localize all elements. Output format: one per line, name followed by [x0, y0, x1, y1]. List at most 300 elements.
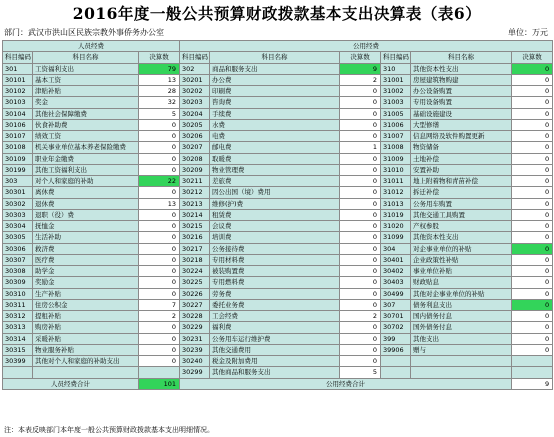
amount-cell: 0 — [139, 131, 180, 142]
amount-cell: 0 — [512, 333, 553, 344]
subject-name-cell: 绩效工资 — [33, 131, 139, 142]
amount-cell: 0 — [139, 119, 180, 130]
subject-name-cell: 其他交通费用 — [210, 344, 340, 355]
col-header-code: 科目编码 — [381, 52, 411, 63]
table-row — [3, 232, 553, 243]
subject-name-cell: 取暖费 — [210, 153, 340, 164]
subject-code-cell: 30228 — [180, 311, 210, 322]
amount-cell: 0 — [512, 74, 553, 85]
amount-cell: 0 — [340, 108, 381, 119]
amount-cell: 0 — [139, 254, 180, 265]
subject-code-cell: 310 — [381, 63, 411, 74]
amount-cell: 13 — [139, 198, 180, 209]
subject-name-cell: 物资储备 — [411, 142, 512, 153]
table-row — [3, 221, 553, 232]
subject-code-cell: 30399 — [3, 356, 33, 367]
amount-cell: 0 — [139, 266, 180, 277]
subject-name-cell: 公务用车运行维护费 — [210, 333, 340, 344]
subject-name-cell: 物业服务补贴 — [33, 344, 139, 355]
budget-table — [2, 40, 553, 390]
amount-cell: 0 — [340, 232, 381, 243]
subject-name-cell: 公务接待费 — [210, 243, 340, 254]
subject-code-cell: 30109 — [3, 153, 33, 164]
amount-cell: 5 — [340, 367, 381, 378]
amount-cell: 0 — [340, 153, 381, 164]
amount-cell: 0 — [512, 176, 553, 187]
table-row — [3, 333, 553, 344]
subject-code-cell: 30302 — [3, 198, 33, 209]
subject-code-cell: 30229 — [180, 322, 210, 333]
table-note: 注：本表反映部门本年度一般公共预算财政拨款基本支出明细情况。 — [4, 426, 214, 434]
subject-name-cell: 离休费 — [33, 187, 139, 198]
subject-code-cell: 30315 — [3, 344, 33, 355]
amount-cell: 32 — [139, 97, 180, 108]
table-row — [3, 209, 553, 220]
amount-cell: 0 — [139, 187, 180, 198]
subject-name-cell: 税金及附加费用 — [210, 356, 340, 367]
subject-name-cell: 邮电费 — [210, 142, 340, 153]
amount-cell: 0 — [512, 221, 553, 232]
subject-name-cell: 债务利息支出 — [411, 299, 512, 310]
amount-cell: 0 — [139, 277, 180, 288]
subject-code-cell: 39906 — [381, 344, 411, 355]
amount-cell: 0 — [340, 221, 381, 232]
subject-name-cell: 维修(护)费 — [210, 198, 340, 209]
col-header-name: 科目名称 — [33, 52, 139, 63]
amount-cell: 0 — [139, 333, 180, 344]
subject-name-cell: 对个人和家庭的补助 — [33, 176, 139, 187]
subject-name-cell: 其他工资福利支出 — [33, 164, 139, 175]
amount-cell: 0 — [340, 119, 381, 130]
subject-code-cell: 30218 — [180, 254, 210, 265]
amount-cell: 0 — [340, 86, 381, 97]
subject-code-cell: 30224 — [180, 266, 210, 277]
subject-code-cell: 30102 — [3, 86, 33, 97]
amount-cell: 0 — [340, 176, 381, 187]
subject-code-cell: 30215 — [180, 221, 210, 232]
subject-name-cell: 其他支出 — [411, 333, 512, 344]
table-row — [3, 74, 553, 85]
amount-cell: 0 — [512, 187, 553, 198]
amount-cell: 0 — [340, 131, 381, 142]
subject-code-cell: 30216 — [180, 232, 210, 243]
subject-code-cell: 30227 — [180, 299, 210, 310]
subject-code-cell: 30106 — [3, 119, 33, 130]
subject-name-cell: 地上附着物和青苗补偿 — [411, 176, 512, 187]
table-row — [3, 176, 553, 187]
amount-cell: 0 — [340, 243, 381, 254]
subject-name-cell: 奖金 — [33, 97, 139, 108]
amount-cell: 7 — [139, 299, 180, 310]
amount-cell: 0 — [512, 344, 553, 355]
subject-name-cell: 奖励金 — [33, 277, 139, 288]
amount-cell: 13 — [139, 74, 180, 85]
subject-code-cell: 304 — [381, 243, 411, 254]
subject-name-cell — [411, 367, 512, 378]
amount-cell: 0 — [139, 288, 180, 299]
table-row — [3, 243, 553, 254]
subject-code-cell: 30212 — [180, 187, 210, 198]
public-total-label: 公用经费合计 — [180, 378, 512, 389]
subject-code-cell: 30225 — [180, 277, 210, 288]
subject-code-cell: 30701 — [381, 311, 411, 322]
amount-cell: 9 — [340, 63, 381, 74]
subject-code-cell: 30314 — [3, 333, 33, 344]
subject-name-cell: 职业年金缴费 — [33, 153, 139, 164]
subject-code-cell: 31020 — [381, 221, 411, 232]
amount-cell: 28 — [139, 86, 180, 97]
totals-row — [3, 378, 553, 389]
subject-code-cell: 30211 — [180, 176, 210, 187]
subject-code-cell: 30201 — [180, 74, 210, 85]
table-row — [3, 108, 553, 119]
amount-cell: 0 — [512, 299, 553, 310]
subject-name-cell: 因公出国（境）费用 — [210, 187, 340, 198]
unit-label: 单位：万元 — [508, 28, 548, 37]
subject-name-cell: 采暖补贴 — [33, 333, 139, 344]
table-row — [3, 97, 553, 108]
amount-cell: 0 — [340, 266, 381, 277]
subject-code-cell: 30303 — [3, 209, 33, 220]
subject-name-cell: 安置补助 — [411, 164, 512, 175]
subject-name-cell: 大型修缮 — [411, 119, 512, 130]
subject-name-cell: 救济费 — [33, 243, 139, 254]
public-total-value: 9 — [512, 378, 553, 389]
subject-code-cell: 30305 — [3, 232, 33, 243]
subject-name-cell: 抚恤金 — [33, 221, 139, 232]
amount-cell: 0 — [512, 243, 553, 254]
subject-code-cell: 31013 — [381, 198, 411, 209]
amount-cell: 0 — [512, 119, 553, 130]
subject-code-cell: 30310 — [3, 288, 33, 299]
subject-code-cell: 30204 — [180, 108, 210, 119]
subject-name-cell: 公务用车购置 — [411, 198, 512, 209]
personnel-total-value: 101 — [139, 378, 180, 389]
amount-cell: 2 — [340, 74, 381, 85]
subject-name-cell: 工会经费 — [210, 311, 340, 322]
subject-code-cell: 31003 — [381, 97, 411, 108]
subject-name-cell: 其他交通工具购置 — [411, 209, 512, 220]
subject-name-cell: 其他资本性支出 — [411, 63, 512, 74]
subject-name-cell: 助学金 — [33, 266, 139, 277]
subject-name-cell: 购房补贴 — [33, 322, 139, 333]
table-row — [3, 164, 553, 175]
subject-code-cell: 31007 — [381, 131, 411, 142]
subject-code-cell: 30199 — [3, 164, 33, 175]
subject-code-cell: 31008 — [381, 142, 411, 153]
subject-code-cell: 30299 — [180, 367, 210, 378]
subject-code-cell: 303 — [3, 176, 33, 187]
subject-name-cell: 退职（役）费 — [33, 209, 139, 220]
amount-cell: 0 — [139, 344, 180, 355]
amount-cell — [139, 367, 180, 378]
col-header-code: 科目编码 — [3, 52, 33, 63]
table-row — [3, 86, 553, 97]
amount-cell: 0 — [512, 254, 553, 265]
amount-cell: 0 — [139, 142, 180, 153]
subject-code-cell: 302 — [180, 63, 210, 74]
table-row — [3, 187, 553, 198]
subject-name-cell: 工资福利支出 — [33, 63, 139, 74]
subject-code-cell: 30499 — [381, 288, 411, 299]
table-row — [3, 344, 553, 355]
subject-code-cell: 30104 — [3, 108, 33, 119]
subject-name-cell: 差旅费 — [210, 176, 340, 187]
amount-cell: 0 — [512, 63, 553, 74]
subject-code-cell: 30205 — [180, 119, 210, 130]
subject-name-cell: 咨询费 — [210, 97, 340, 108]
amount-cell: 0 — [512, 142, 553, 153]
subject-code-cell: 30239 — [180, 344, 210, 355]
subject-code-cell — [3, 367, 33, 378]
amount-cell: 0 — [139, 356, 180, 367]
subject-name-cell: 事业单位补贴 — [411, 266, 512, 277]
amount-cell: 0 — [340, 187, 381, 198]
subject-code-cell: 30313 — [3, 322, 33, 333]
amount-cell: 0 — [340, 254, 381, 265]
subject-code-cell: 30108 — [3, 142, 33, 153]
table-row — [3, 356, 553, 367]
subject-code-cell: 30217 — [180, 243, 210, 254]
subject-code-cell: 30103 — [3, 97, 33, 108]
subject-name-cell: 专用材料费 — [210, 254, 340, 265]
subject-code-cell: 31011 — [381, 176, 411, 187]
amount-cell: 0 — [340, 299, 381, 310]
subject-code-cell: 30311 — [3, 299, 33, 310]
subject-code-cell: 30403 — [381, 277, 411, 288]
personnel-group-header: 人员经费 — [3, 41, 180, 52]
header-row-columns — [3, 52, 553, 63]
subject-name-cell: 水费 — [210, 119, 340, 130]
table-row — [3, 254, 553, 265]
subject-code-cell: 30107 — [3, 131, 33, 142]
amount-cell — [512, 367, 553, 378]
subject-name-cell: 其他社会保障缴费 — [33, 108, 139, 119]
table-row — [3, 266, 553, 277]
subject-name-cell: 机关事业单位基本养老保险缴费 — [33, 142, 139, 153]
subject-name-cell: 伙食补助费 — [33, 119, 139, 130]
subject-code-cell: 31099 — [381, 232, 411, 243]
subject-code-cell: 30209 — [180, 164, 210, 175]
table-row — [3, 288, 553, 299]
amount-cell: 0 — [139, 243, 180, 254]
subject-name-cell: 印刷费 — [210, 86, 340, 97]
subject-name-cell: 其他对个人和家庭的补助支出 — [33, 356, 139, 367]
amount-cell: 0 — [512, 311, 553, 322]
subject-code-cell: 31005 — [381, 108, 411, 119]
col-header-amount: 决算数 — [340, 52, 381, 63]
subject-name-cell: 国外债务付息 — [411, 322, 512, 333]
amount-cell: 0 — [512, 97, 553, 108]
amount-cell: 0 — [512, 164, 553, 175]
subject-code-cell: 30214 — [180, 209, 210, 220]
department-label: 部门：武汉市洪山区民族宗教外事侨务办公室 — [4, 28, 164, 37]
subject-name-cell: 拆迁补偿 — [411, 187, 512, 198]
amount-cell: 0 — [340, 164, 381, 175]
amount-cell: 0 — [512, 108, 553, 119]
subject-code-cell: 399 — [381, 333, 411, 344]
amount-cell: 1 — [340, 142, 381, 153]
table-row — [3, 119, 553, 130]
subject-name-cell: 信息网络及软件购置更新 — [411, 131, 512, 142]
amount-cell: 0 — [139, 322, 180, 333]
subject-name-cell: 对企事业单位的补贴 — [411, 243, 512, 254]
subject-code-cell — [381, 356, 411, 367]
subject-code-cell — [381, 367, 411, 378]
subject-name-cell: 专用设备购置 — [411, 97, 512, 108]
amount-cell: 0 — [139, 232, 180, 243]
subject-code-cell: 30202 — [180, 86, 210, 97]
subject-code-cell: 31002 — [381, 86, 411, 97]
amount-cell: 0 — [512, 86, 553, 97]
subject-name-cell: 房屋建筑物购建 — [411, 74, 512, 85]
col-header-amount: 决算数 — [512, 52, 553, 63]
table-row — [3, 142, 553, 153]
table-body — [3, 63, 553, 378]
amount-cell: 0 — [139, 164, 180, 175]
amount-cell: 0 — [512, 198, 553, 209]
amount-cell: 0 — [139, 221, 180, 232]
subject-code-cell: 31019 — [381, 209, 411, 220]
subject-code-cell: 30240 — [180, 356, 210, 367]
col-header-name: 科目名称 — [411, 52, 512, 63]
amount-cell: 0 — [340, 198, 381, 209]
subject-name-cell: 国内债务付息 — [411, 311, 512, 322]
subject-name-cell: 基础设施建设 — [411, 108, 512, 119]
amount-cell: 22 — [139, 176, 180, 187]
subject-name-cell: 赠与 — [411, 344, 512, 355]
subject-name-cell: 生产补贴 — [33, 288, 139, 299]
subject-name-cell: 专用燃料费 — [210, 277, 340, 288]
page-title: 2016年度一般公共预算财政拨款基本支出决算表（表6） — [72, 4, 482, 23]
subject-code-cell: 307 — [381, 299, 411, 310]
subject-name-cell: 提租补贴 — [33, 311, 139, 322]
subject-code-cell: 31009 — [381, 153, 411, 164]
table-row — [3, 153, 553, 164]
amount-cell: 0 — [340, 333, 381, 344]
subject-name-cell: 土地补偿 — [411, 153, 512, 164]
subject-code-cell: 31006 — [381, 119, 411, 130]
amount-cell: 79 — [139, 63, 180, 74]
col-header-name: 科目名称 — [210, 52, 340, 63]
col-header-amount: 决算数 — [139, 52, 180, 63]
table-row — [3, 198, 553, 209]
subject-code-cell: 30304 — [3, 221, 33, 232]
amount-cell: 0 — [512, 322, 553, 333]
subject-code-cell: 30401 — [381, 254, 411, 265]
subject-code-cell: 30226 — [180, 288, 210, 299]
subject-name-cell: 物业管理费 — [210, 164, 340, 175]
subject-code-cell: 31012 — [381, 187, 411, 198]
subject-name-cell: 生活补助 — [33, 232, 139, 243]
subject-code-cell: 30308 — [3, 266, 33, 277]
subject-name-cell: 办公设备购置 — [411, 86, 512, 97]
subject-name-cell: 其他对企事业单位的补贴 — [411, 288, 512, 299]
amount-cell: 0 — [512, 153, 553, 164]
subject-name-cell: 财政贴息 — [411, 277, 512, 288]
header-row-groups — [3, 41, 553, 52]
amount-cell: 0 — [340, 97, 381, 108]
subject-code-cell: 30702 — [381, 322, 411, 333]
subject-code-cell: 301 — [3, 63, 33, 74]
amount-cell: 0 — [512, 232, 553, 243]
subject-name-cell: 其他资本性支出 — [411, 232, 512, 243]
subject-name-cell: 办公费 — [210, 74, 340, 85]
subject-name-cell: 住房公积金 — [33, 299, 139, 310]
subject-name-cell: 津贴补贴 — [33, 86, 139, 97]
subject-code-cell: 31010 — [381, 164, 411, 175]
amount-cell: 0 — [512, 266, 553, 277]
amount-cell: 0 — [340, 356, 381, 367]
subject-name-cell: 劳务费 — [210, 288, 340, 299]
subject-name-cell: 委托业务费 — [210, 299, 340, 310]
subject-code-cell: 30213 — [180, 198, 210, 209]
subject-name-cell: 被装购置费 — [210, 266, 340, 277]
subject-code-cell: 30231 — [180, 333, 210, 344]
subject-name-cell: 会议费 — [210, 221, 340, 232]
subject-name-cell: 其他商品和服务支出 — [210, 367, 340, 378]
subject-code-cell: 30309 — [3, 277, 33, 288]
subject-name-cell: 企业政策性补贴 — [411, 254, 512, 265]
table-row — [3, 131, 553, 142]
subject-name-cell — [411, 356, 512, 367]
subject-name-cell: 租赁费 — [210, 209, 340, 220]
subject-name-cell: 手续费 — [210, 108, 340, 119]
subject-name-cell: 福利费 — [210, 322, 340, 333]
table-row — [3, 277, 553, 288]
table-row — [3, 63, 553, 74]
subject-code-cell: 30101 — [3, 74, 33, 85]
subject-name-cell: 培训费 — [210, 232, 340, 243]
subject-code-cell: 30206 — [180, 131, 210, 142]
amount-cell: 0 — [512, 209, 553, 220]
table-row — [3, 322, 553, 333]
subject-code-cell: 30301 — [3, 187, 33, 198]
subject-name-cell: 退休费 — [33, 198, 139, 209]
subject-code-cell: 30207 — [180, 142, 210, 153]
amount-cell: 0 — [139, 209, 180, 220]
table-row — [3, 311, 553, 322]
subject-code-cell: 30306 — [3, 243, 33, 254]
table-row — [3, 367, 553, 378]
amount-cell: 2 — [139, 311, 180, 322]
personnel-total-label: 人员经费合计 — [3, 378, 139, 389]
table-row — [3, 299, 553, 310]
subject-code-cell: 30402 — [381, 266, 411, 277]
amount-cell — [512, 356, 553, 367]
subject-name-cell: 电费 — [210, 131, 340, 142]
col-header-code: 科目编码 — [180, 52, 210, 63]
amount-cell: 2 — [340, 311, 381, 322]
subject-name-cell: 基本工资 — [33, 74, 139, 85]
public-group-header: 公用经费 — [180, 41, 553, 52]
subject-code-cell: 30307 — [3, 254, 33, 265]
subject-name-cell: 产权参股 — [411, 221, 512, 232]
subject-code-cell: 30208 — [180, 153, 210, 164]
amount-cell: 0 — [139, 153, 180, 164]
amount-cell: 0 — [340, 209, 381, 220]
subject-code-cell: 30312 — [3, 311, 33, 322]
amount-cell: 0 — [512, 277, 553, 288]
amount-cell: 5 — [139, 108, 180, 119]
subject-name-cell — [33, 367, 139, 378]
subject-code-cell: 31001 — [381, 74, 411, 85]
amount-cell: 0 — [512, 288, 553, 299]
subject-code-cell: 30203 — [180, 97, 210, 108]
amount-cell: 0 — [340, 288, 381, 299]
subject-name-cell: 医疗费 — [33, 254, 139, 265]
subject-name-cell: 商品和服务支出 — [210, 63, 340, 74]
